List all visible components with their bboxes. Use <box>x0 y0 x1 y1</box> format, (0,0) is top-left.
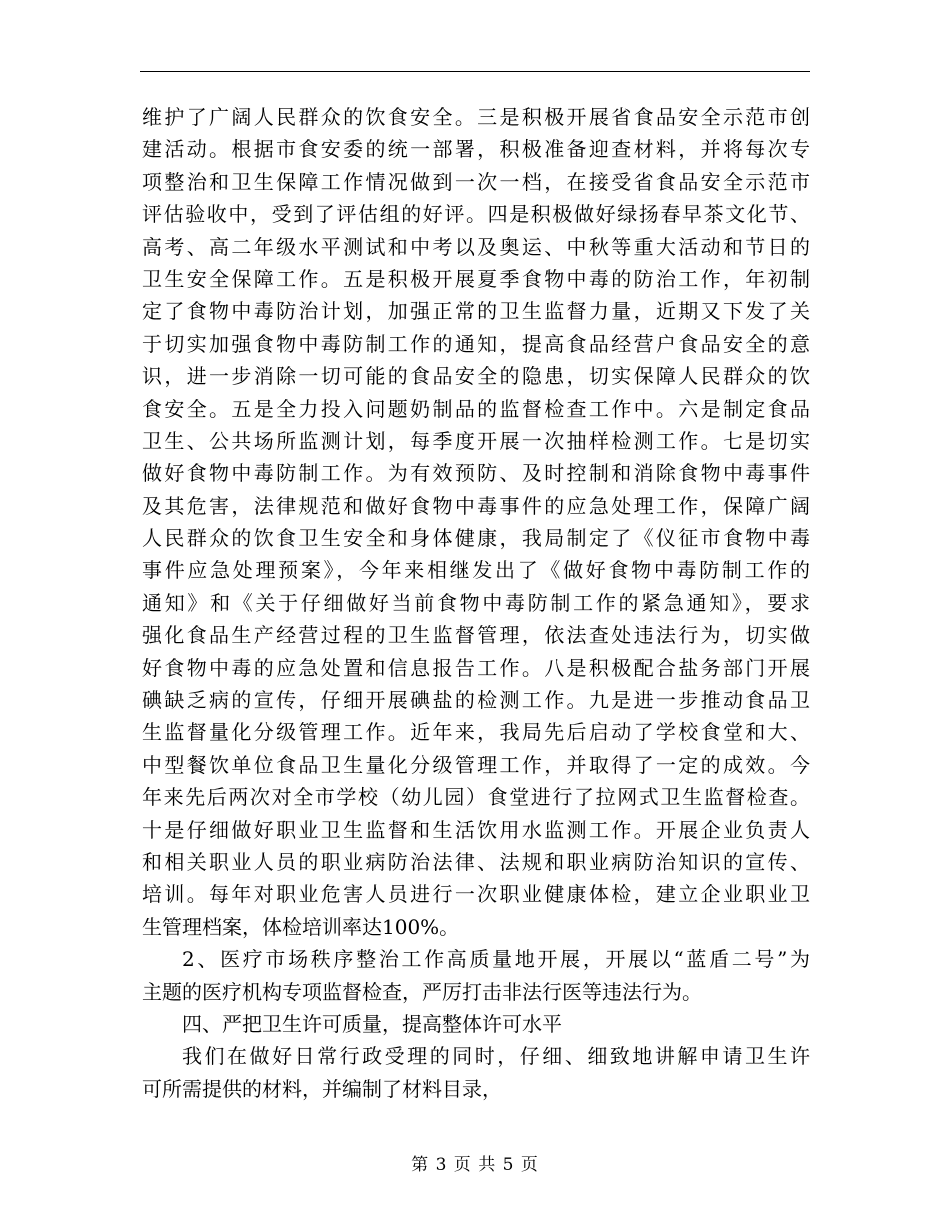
text-line: 卫生安全保障工作。五是积极开展夏季食物中毒的防治工作，年初制 <box>142 266 810 291</box>
text-line: 十是仔细做好职业卫生监督和生活饮用水监测工作。开展企业负责人 <box>142 817 810 842</box>
text-line: 2、医疗市场秩序整治工作高质量地开展，开展以“蓝盾二号”为 <box>182 947 810 972</box>
document-body <box>142 101 810 1105</box>
text-line: 识，进一步消除一切可能的食品安全的隐患，切实保障人民群众的饮 <box>142 364 810 389</box>
page-number: 第 3 页 共 5 页 <box>411 1155 539 1175</box>
text-line: 人民群众的饮食卫生安全和身体健康，我局制定了《仪征市食物中毒 <box>142 526 810 551</box>
text-line: 评估验收中，受到了评估组的好评。四是积极做好绿扬春早茶文化节、 <box>142 202 810 227</box>
text-line: 生监督量化分级管理工作。近年来，我局先后启动了学校食堂和大、 <box>142 720 810 745</box>
text-line: 培训。每年对职业危害人员进行一次职业健康体检，建立企业职业卫 <box>142 882 810 907</box>
text-line: 和相关职业人员的职业病防治法律、法规和职业病防治知识的宣传、 <box>142 849 810 874</box>
text-line: 中型餐饮单位食品卫生量化分级管理工作，并取得了一定的成效。今 <box>142 752 810 777</box>
text-line: 可所需提供的材料，并编制了材料目录， <box>142 1076 502 1101</box>
text-line: 及其危害，法律规范和做好食物中毒事件的应急处理工作，保障广阔 <box>142 493 810 518</box>
text-line: 于切实加强食物中毒防制工作的通知，提高食品经营户食品安全的意 <box>142 331 810 356</box>
text-line: 做好食物中毒防制工作。为有效预防、及时控制和消除食物中毒事件 <box>142 461 810 486</box>
text-line: 好食物中毒的应急处置和信息报告工作。八是积极配合盐务部门开展 <box>142 655 810 680</box>
text-line: 主题的医疗机构专项监督检查，严厉打击非法行医等违法行为。 <box>142 979 702 1004</box>
text-line: 高考、高二年级水平测试和中考以及奥运、中秋等重大活动和节日的 <box>142 234 810 259</box>
text-line: 定了食物中毒防治计划，加强正常的卫生监督力量，近期又下发了关 <box>142 299 810 324</box>
text-line: 卫生、公共场所监测计划，每季度开展一次抽样检测工作。七是切实 <box>142 428 810 453</box>
text-line: 强化食品生产经营过程的卫生监督管理，依法查处违法行为，切实做 <box>142 623 810 648</box>
text-line: 事件应急处理预案》，今年来相继发出了《做好食物中毒防制工作的 <box>142 558 810 583</box>
text-line: 碘缺乏病的宣传，仔细开展碘盐的检测工作。九是进一步推动食品卫 <box>142 688 810 713</box>
section-heading: 四、严把卫生许可质量，提高整体许可水平 <box>182 1011 562 1036</box>
text-line: 食安全。五是全力投入问题奶制品的监督检查工作中。六是制定食品 <box>142 396 810 421</box>
text-line: 维护了广阔人民群众的饮食安全。三是积极开展省食品安全示范市创 <box>142 105 810 129</box>
text-line: 项整治和卫生保障工作情况做到一次一档，在接受省食品安全示范市 <box>142 169 810 194</box>
text-line: 生管理档案，体检培训率达100%。 <box>142 914 460 939</box>
text-line: 年来先后两次对全市学校（幼儿园）食堂进行了拉网式卫生监督检查。 <box>142 785 810 810</box>
text-line: 通知》和《关于仔细做好当前食物中毒防制工作的紧急通知》，要求 <box>142 590 810 615</box>
header-rule <box>140 71 810 72</box>
text-line: 建活动。根据市食安委的统一部署，积极准备迎查材料，并将每次专 <box>142 137 810 162</box>
text-line: 我们在做好日常行政受理的同时，仔细、细致地讲解申请卫生许 <box>182 1044 810 1069</box>
